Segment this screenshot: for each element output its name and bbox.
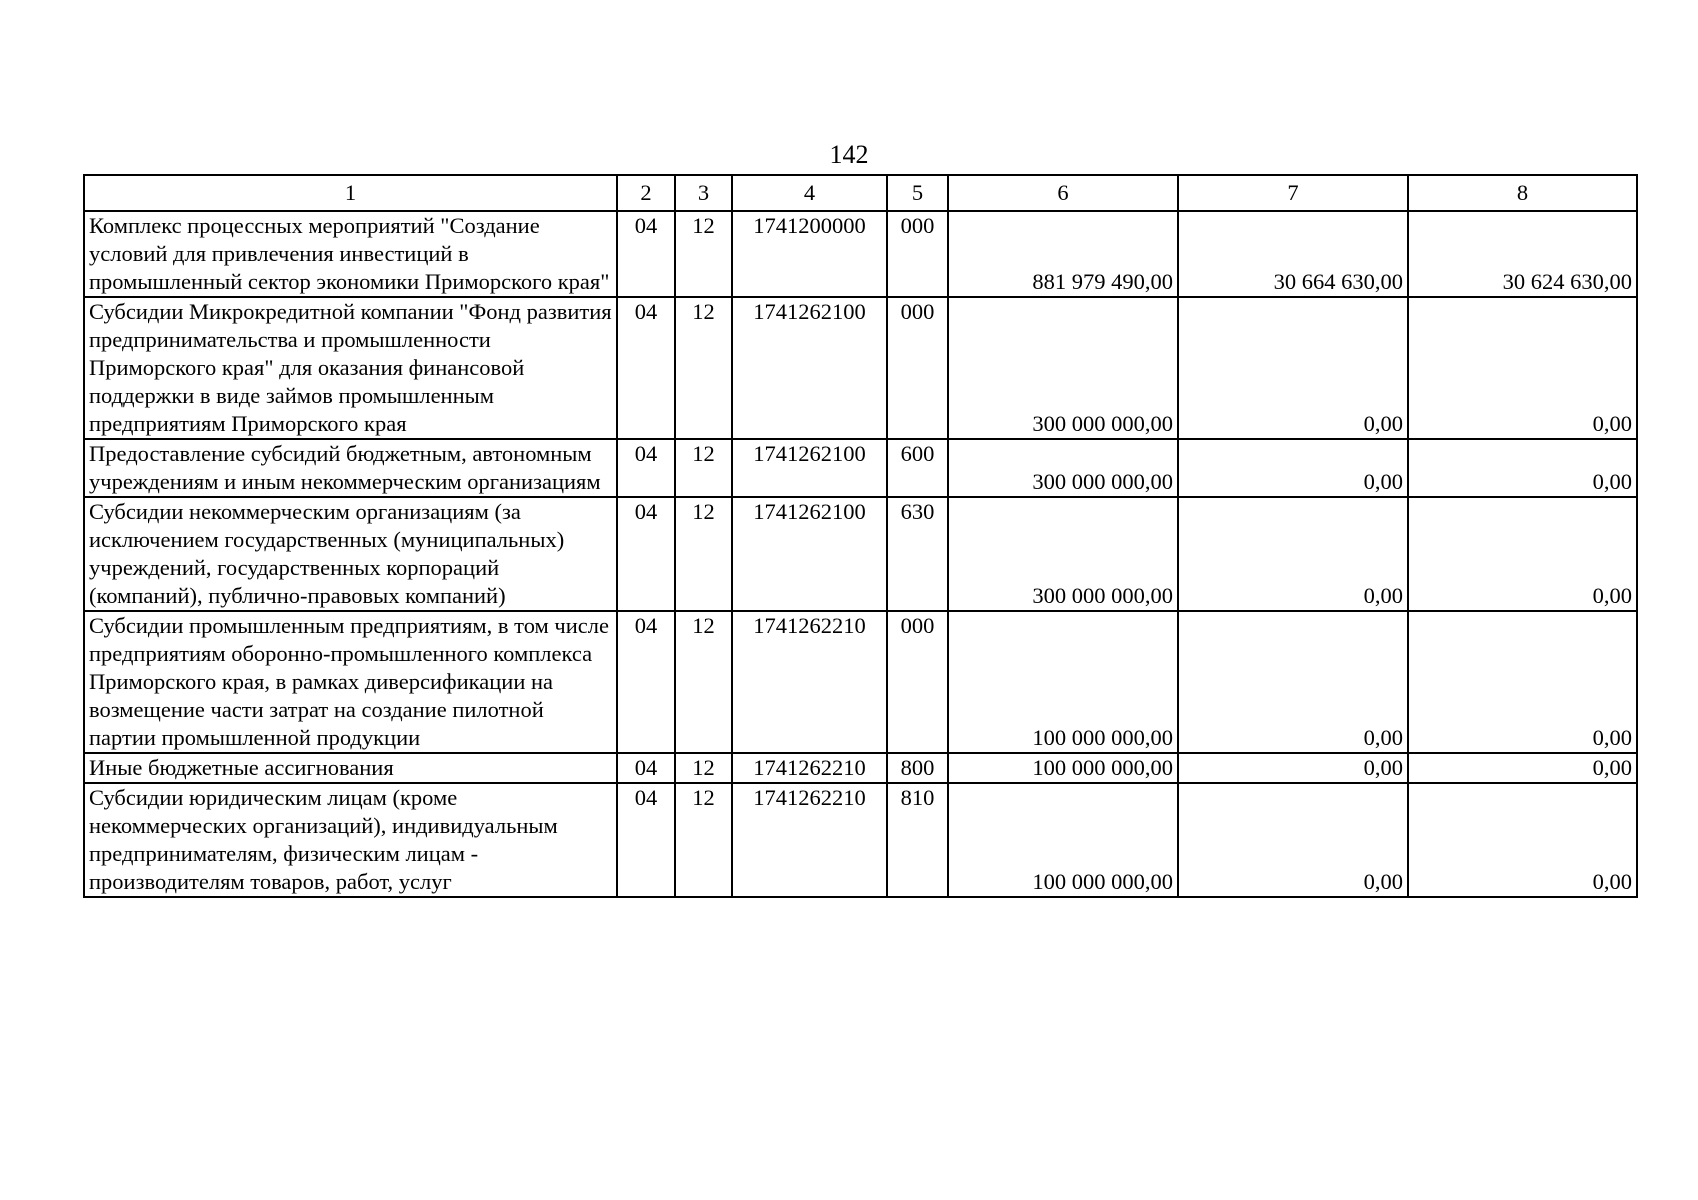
amount-col-6: 881 979 490,00 [948,211,1178,297]
table-row [84,611,1637,753]
amount-col-7: 0,00 [1178,753,1408,783]
amount-col-6: 100 000 000,00 [948,611,1178,753]
column-header-8: 8 [1408,175,1637,211]
budget-table [83,174,1638,898]
section-code: 04 [617,783,675,897]
amount-col-7: 0,00 [1178,297,1408,439]
subsection-code: 12 [675,439,732,497]
subsection-code: 12 [675,497,732,611]
column-header-2: 2 [617,175,675,211]
subsection-code: 12 [675,211,732,297]
row-name: Иные бюджетные ассигнования [84,753,617,783]
amount-col-6: 100 000 000,00 [948,753,1178,783]
table-row [84,211,1637,297]
target-code: 1741262210 [732,753,887,783]
amount-col-8: 0,00 [1408,783,1637,897]
section-code: 04 [617,497,675,611]
table-row [84,783,1637,897]
expense-type-code: 000 [887,211,948,297]
amount-col-7: 0,00 [1178,439,1408,497]
row-name: Субсидии промышленным предприятиям, в том числе предприятиям оборонно-промышленного комплекса Приморского края, в рамках диверсификации на возмещение части затрат на создание пилотной партии промышленной продукции [84,611,617,753]
amount-col-8: 0,00 [1408,297,1637,439]
row-name: Субсидии Микрокредитной компании "Фонд развития предпринимательства и промышленности Приморского края" для оказания финансовой поддержки в виде займов промышленным предприятиям Приморского края [84,297,617,439]
target-code: 1741200000 [732,211,887,297]
column-header-7: 7 [1178,175,1408,211]
section-code: 04 [617,211,675,297]
page-number: 142 [829,140,869,169]
column-header-4: 4 [732,175,887,211]
table-row [84,297,1637,439]
amount-col-6: 100 000 000,00 [948,783,1178,897]
amount-col-8: 0,00 [1408,439,1637,497]
target-code: 1741262210 [732,611,887,753]
column-header-5: 5 [887,175,948,211]
amount-col-8: 0,00 [1408,753,1637,783]
amount-col-7: 30 664 630,00 [1178,211,1408,297]
row-name: Субсидии некоммерческим организациям (за исключением государственных (муниципальных) учреждений, государственных корпораций (компаний), публично-правовых компаний) [84,497,617,611]
row-name: Субсидии юридическим лицам (кроме некоммерческих организаций), индивидуальным предпринимателям, физическим лицам - производителям товаров, работ, услуг [84,783,617,897]
table-row [84,753,1637,783]
amount-col-6: 300 000 000,00 [948,297,1178,439]
row-name: Комплекс процессных мероприятий "Создание условий для привлечения инвестиций в промышленный сектор экономики Приморского края" [84,211,617,297]
expense-type-code: 000 [887,611,948,753]
subsection-code: 12 [675,611,732,753]
amount-col-7: 0,00 [1178,783,1408,897]
amount-col-6: 300 000 000,00 [948,497,1178,611]
subsection-code: 12 [675,753,732,783]
table-row [84,497,1637,611]
column-header-6: 6 [948,175,1178,211]
expense-type-code: 630 [887,497,948,611]
subsection-code: 12 [675,297,732,439]
column-numbers-row [84,175,1637,211]
column-header-3: 3 [675,175,732,211]
amount-col-8: 30 624 630,00 [1408,211,1637,297]
column-header-1: 1 [84,175,617,211]
expense-type-code: 800 [887,753,948,783]
section-code: 04 [617,297,675,439]
expense-type-code: 000 [887,297,948,439]
section-code: 04 [617,611,675,753]
target-code: 1741262100 [732,497,887,611]
expense-type-code: 600 [887,439,948,497]
row-name: Предоставление субсидий бюджетным, автономным учреждениям и иным некоммерческим организациям [84,439,617,497]
subsection-code: 12 [675,783,732,897]
target-code: 1741262210 [732,783,887,897]
target-code: 1741262100 [732,297,887,439]
amount-col-7: 0,00 [1178,497,1408,611]
section-code: 04 [617,753,675,783]
table-row [84,439,1637,497]
amount-col-8: 0,00 [1408,611,1637,753]
amount-col-7: 0,00 [1178,611,1408,753]
expense-type-code: 810 [887,783,948,897]
section-code: 04 [617,439,675,497]
target-code: 1741262100 [732,439,887,497]
amount-col-8: 0,00 [1408,497,1637,611]
amount-col-6: 300 000 000,00 [948,439,1178,497]
